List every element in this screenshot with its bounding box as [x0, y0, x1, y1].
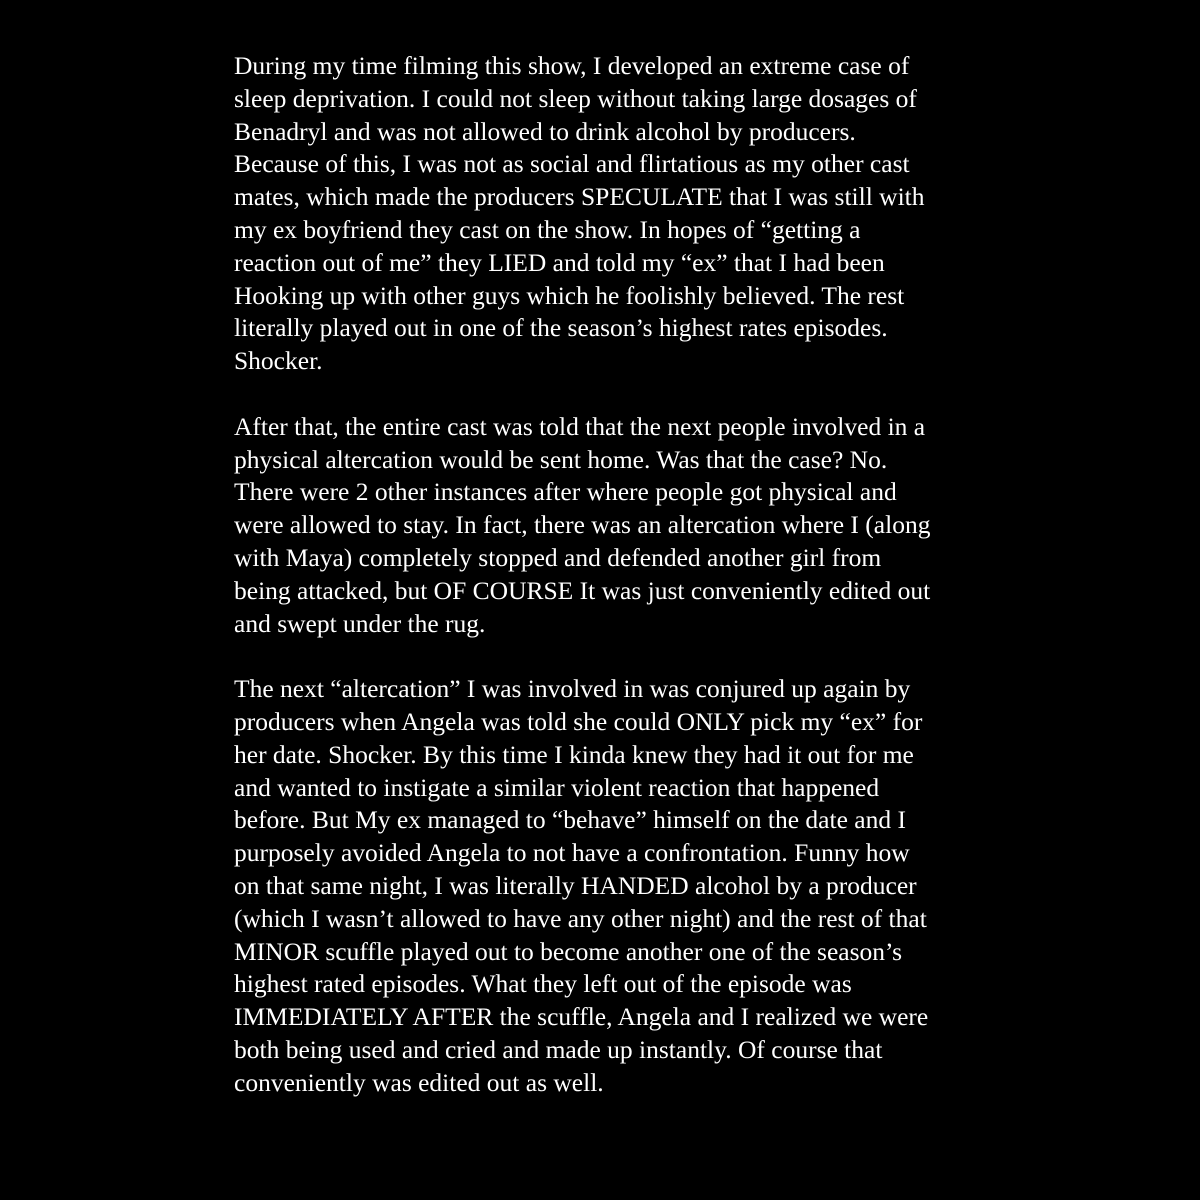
text-line: There were 2 other instances after where people got physical and [234, 477, 897, 507]
text-line: After that, the entire cast was told that the next people involved in a [234, 411, 926, 441]
text-line: IMMEDIATELY AFTER the scuffle, Angela and I realized we were [234, 1002, 929, 1032]
text-line: (which I wasn’t allowed to have any other night) and the rest of that [234, 903, 927, 933]
text-line: Because of this, I was not as social and flirtatious as my other cast [234, 149, 910, 179]
statement-text [234, 50, 1034, 1132]
paragraph-2 [234, 411, 1034, 641]
text-line: both being used and cried and made up instantly. Of course that [234, 1034, 883, 1064]
text-line: being attacked, but OF COURSE It was just conveniently edited out [234, 575, 931, 605]
text-line: MINOR scuffle played out to become another one of the season’s [234, 936, 903, 966]
text-line: on that same night, I was literally HANDED alcohol by a producer [234, 870, 917, 900]
text-line: sleep deprivation. I could not sleep without taking large dosages of [234, 83, 917, 113]
text-line: my ex boyfriend they cast on the show. In hopes of “getting a [234, 214, 861, 244]
text-line: mates, which made the producers SPECULATE that I was still with [234, 182, 925, 212]
text-line: highest rated episodes. What they left out of the episode was [234, 969, 852, 999]
text-line: physical altercation would be sent home. Was that the case? No. [234, 444, 888, 474]
text-line: During my time filming this show, I developed an extreme case of [234, 51, 910, 80]
text-line: literally played out in one of the season’s highest rates episodes. [234, 313, 888, 343]
text-line: The next “altercation” I was involved in was conjured up again by [234, 674, 911, 704]
text-line: were allowed to stay. In fact, there was an altercation where I (along [234, 510, 931, 540]
text-line: reaction out of me” they LIED and told my “ex” that I had been [234, 247, 885, 277]
text-line: before. But My ex managed to “behave” himself on the date and I [234, 805, 906, 835]
text-line: with Maya) completely stopped and defended another girl from [234, 542, 882, 572]
text-line: purposely avoided Angela to not have a confrontation. Funny how [234, 838, 910, 868]
text-line: producers when Angela was told she could ONLY pick my “ex” for [234, 706, 923, 736]
text-line: Shocker. [234, 346, 323, 376]
text-line: and wanted to instigate a similar violent reaction that happened [234, 772, 880, 802]
text-line: her date. Shocker. By this time I kinda knew they had it out for me [234, 739, 914, 769]
text-line: and swept under the rug. [234, 608, 486, 638]
paragraph-3 [234, 673, 1034, 1099]
text-line: Hooking up with other guys which he foolishly believed. The rest [234, 280, 905, 310]
text-line: conveniently was edited out as well. [234, 1067, 604, 1097]
paragraph-1 [234, 50, 1034, 378]
text-line: Benadryl and was not allowed to drink alcohol by producers. [234, 116, 856, 146]
